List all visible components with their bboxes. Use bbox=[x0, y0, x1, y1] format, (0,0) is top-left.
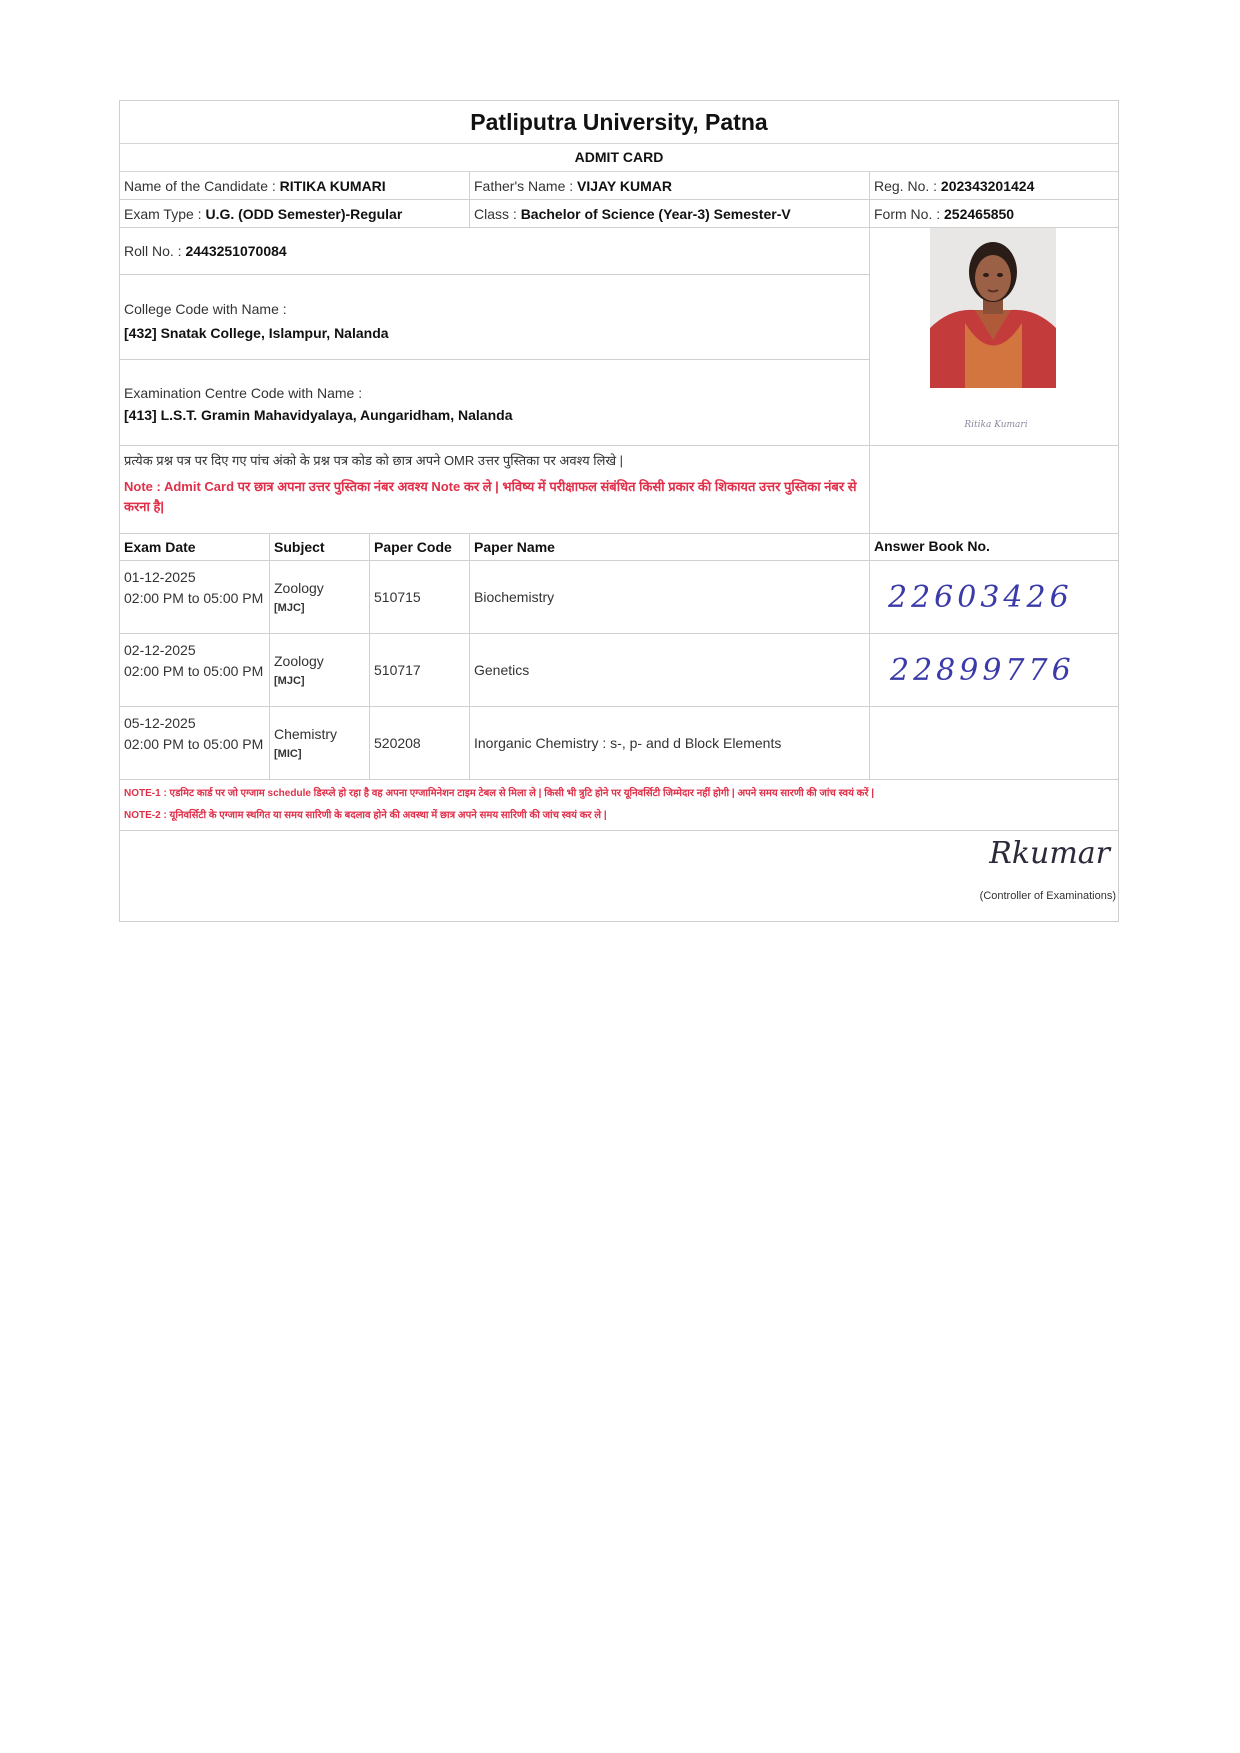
exam-type-cell bbox=[120, 200, 470, 228]
controller-label: (Controller of Examinations) bbox=[979, 890, 1116, 902]
exam-type-label: Exam Type : bbox=[124, 206, 202, 222]
father-name-cell bbox=[470, 172, 870, 200]
subject-name: Chemistry bbox=[274, 726, 338, 742]
exam-type: U.G. (ODD Semester)-Regular bbox=[205, 206, 403, 222]
table-row-1-code: 510715 bbox=[370, 561, 470, 634]
table-row-2-code: 510717 bbox=[370, 634, 470, 707]
university-title: Patliputra University, Patna bbox=[120, 101, 1118, 144]
table-row-3-subject bbox=[270, 707, 370, 780]
class-cell bbox=[470, 200, 870, 228]
subject-name: Zoology bbox=[274, 653, 324, 669]
father-name-label: Father's Name : bbox=[474, 178, 574, 194]
table-row-1-subject bbox=[270, 561, 370, 634]
father-name: VIJAY KUMAR bbox=[577, 178, 672, 194]
candidate-photo-image bbox=[930, 228, 1056, 388]
subject-tag: [MIC] bbox=[274, 748, 302, 760]
table-row-3-paper: Inorganic Chemistry : s-, p- and d Block Elements bbox=[470, 707, 870, 780]
details-grid bbox=[120, 172, 1118, 923]
exam-time: 02:00 PM to 05:00 PM bbox=[124, 590, 264, 606]
roll-no-cell bbox=[120, 228, 870, 275]
candidate-name-cell bbox=[120, 172, 470, 200]
exam-date: 05-12-2025 bbox=[124, 715, 196, 731]
th-exam-date: Exam Date bbox=[120, 534, 270, 561]
table-row-2-paper: Genetics bbox=[470, 634, 870, 707]
th-paper-code: Paper Code bbox=[370, 534, 470, 561]
form-no: 252465850 bbox=[944, 206, 1015, 222]
admit-card-title: ADMIT CARD bbox=[120, 144, 1118, 172]
note-1: NOTE-1 : एडमिट कार्ड पर जो एग्जाम schedule डिस्प्ले हो रहा है वह अपना एग्जामिनेशन टाइम टेबल से मिला ले | किसी भी त्रुटि होने पर यूनिवर्सिटी जिम्मेदार नहीं होगी | अपने समय सारणी की जांच स्वयं करें | bbox=[124, 788, 875, 799]
controller-signature: Rkumar bbox=[989, 836, 1110, 871]
centre-cell bbox=[120, 360, 870, 446]
notes-divider bbox=[120, 830, 1118, 831]
subject-name: Zoology bbox=[274, 580, 324, 596]
instruction-right-blank bbox=[870, 446, 1118, 534]
table-row-3-code: 520208 bbox=[370, 707, 470, 780]
admit-note: Note : Admit Card पर छात्र अपना उत्तर पुस्तिका नंबर अवश्य Note कर ले | भविष्य में परीक्षाफल संबंधित किसी प्रकार की शिकायत उत्तर पुस्तिका नंबर से करना है| bbox=[124, 479, 857, 514]
th-paper-name: Paper Name bbox=[470, 534, 870, 561]
subject-tag: [MJC] bbox=[274, 602, 305, 614]
exam-time: 02:00 PM to 05:00 PM bbox=[124, 736, 264, 752]
note-2: NOTE-2 : यूनिवर्सिटी के एग्जाम स्थगित या समय सारिणी के बदलाव होने की अवस्था में छात्र अपने समय सारिणी की जांच स्वयं कर ले | bbox=[124, 810, 607, 821]
form-no-cell bbox=[870, 200, 1118, 228]
table-row-1-paper: Biochemistry bbox=[470, 561, 870, 634]
table-row-1-date bbox=[120, 561, 270, 634]
exam-date: 01-12-2025 bbox=[124, 569, 196, 585]
centre-label: Examination Centre Code with Name : bbox=[124, 385, 363, 401]
class-value: Bachelor of Science (Year-3) Semester-V bbox=[520, 206, 791, 222]
roll-no-label: Roll No. : bbox=[124, 243, 182, 259]
candidate-name: RITIKA KUMARI bbox=[279, 178, 386, 194]
table-row-2-date bbox=[120, 634, 270, 707]
table-row-1-answer-book: 22603426 bbox=[870, 561, 1118, 634]
reg-no-label: Reg. No. : bbox=[874, 178, 938, 194]
table-row-2-subject bbox=[270, 634, 370, 707]
th-subject: Subject bbox=[270, 534, 370, 561]
college-name: [432] Snatak College, Islampur, Nalanda bbox=[124, 325, 389, 341]
form-no-label: Form No. : bbox=[874, 206, 941, 222]
th-answer-book: Answer Book No. bbox=[870, 534, 1118, 561]
candidate-name-label: Name of the Candidate : bbox=[124, 178, 276, 194]
reg-no: 202343201424 bbox=[940, 178, 1035, 194]
reg-no-cell bbox=[870, 172, 1118, 200]
college-label: College Code with Name : bbox=[124, 301, 287, 317]
table-row-3-date bbox=[120, 707, 270, 780]
candidate-photo bbox=[930, 228, 1056, 388]
instruction-text: प्रत्येक प्रश्न पत्र पर दिए गए पांच अंको के प्रश्न पत्र कोड को छात्र अपने OMR उत्तर पुस्तिका पर अवश्य लिखे | bbox=[124, 453, 624, 468]
centre-name: [413] L.S.T. Gramin Mahavidyalaya, Aungaridham, Nalanda bbox=[124, 407, 513, 423]
table-row-2-answer-book: 22899776 bbox=[870, 634, 1118, 707]
subject-tag: [MJC] bbox=[274, 675, 305, 687]
exam-date: 02-12-2025 bbox=[124, 642, 196, 658]
candidate-signature: Ritika Kumari bbox=[964, 420, 1028, 430]
table-row-3-answer-book bbox=[870, 707, 1118, 780]
admit-card bbox=[119, 100, 1119, 922]
roll-no: 2443251070084 bbox=[185, 243, 287, 259]
instruction-cell bbox=[120, 446, 870, 534]
exam-time: 02:00 PM to 05:00 PM bbox=[124, 663, 264, 679]
college-cell bbox=[120, 275, 870, 360]
class-label: Class : bbox=[474, 206, 517, 222]
